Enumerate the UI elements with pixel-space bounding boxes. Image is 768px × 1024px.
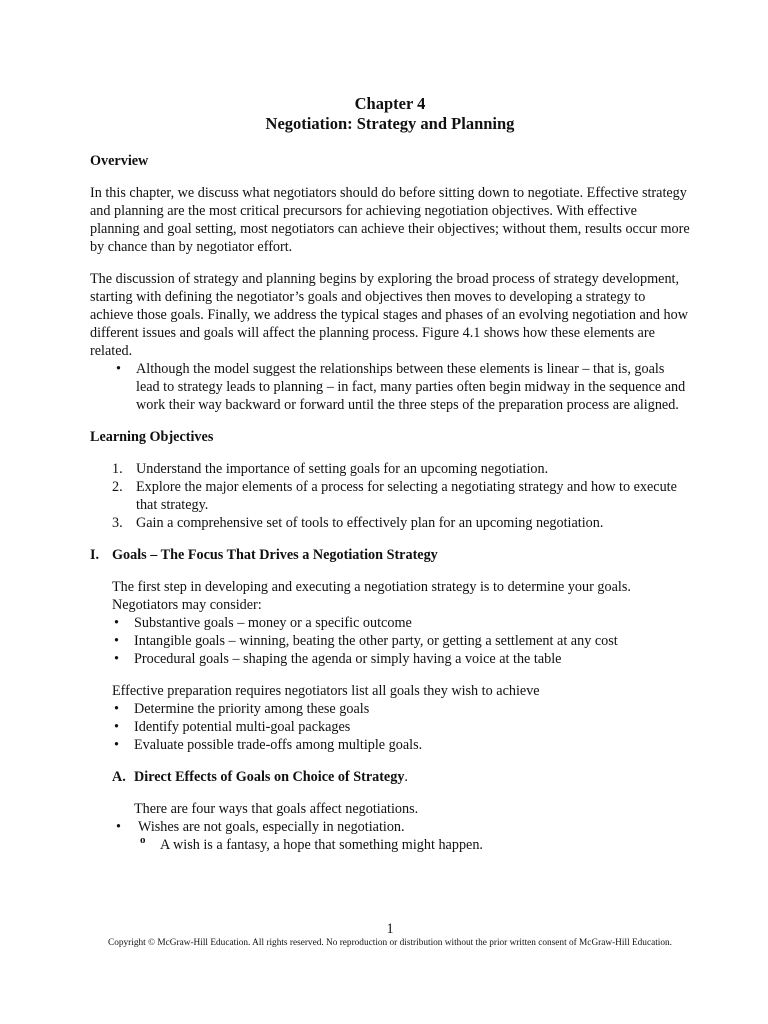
goal-types-list <box>90 614 690 668</box>
item-text: Understand the importance of setting goals for an upcoming negotiation. <box>136 461 549 477</box>
subsection-title-punct: . <box>404 769 408 785</box>
item-number: 1. <box>112 461 123 477</box>
subsection-a-intro: There are four ways that goals affect negotiations. <box>134 801 419 817</box>
subsection-a-bullets <box>90 818 690 836</box>
section-title: Goals – The Focus That Drives a Negotiation Strategy <box>112 547 438 563</box>
list-item: • Procedural goals – shaping the agenda or simply having a voice at the table <box>112 650 690 668</box>
list-item <box>90 478 690 514</box>
copyright-notice: Copyright © McGraw-Hill Education. All rights reserved. No reproduction or distribution without the prior written consent of McGraw-Hill Education. <box>108 938 672 948</box>
chapter-number: Chapter 4 <box>354 94 426 113</box>
preparation-intro: Effective preparation requires negotiators list all goals they wish to achieve <box>112 683 540 699</box>
item-text: Explore the major elements of a process for selecting a negotiating strategy and how to execute that strategy. <box>136 479 677 513</box>
subsection-number: A. <box>112 769 126 785</box>
list-item: • Wishes are not goals, especially in negotiation. <box>90 818 690 836</box>
list-item: o A wish is a fantasy, a hope that something might happen. <box>90 836 690 854</box>
chapter-title: Negotiation: Strategy and Planning <box>265 114 515 133</box>
subsection-title: Direct Effects of Goals on Choice of Strategy <box>134 769 405 785</box>
list-item <box>90 514 690 532</box>
item-number: 2. <box>112 479 123 495</box>
item-text: Gain a comprehensive set of tools to effectively plan for an upcoming negotiation. <box>136 515 604 531</box>
page-number: 1 <box>386 921 394 937</box>
learning-objectives-heading: Learning Objectives <box>90 429 214 445</box>
list-item: • Evaluate possible trade-offs among multiple goals. <box>112 736 690 754</box>
overview-heading: Overview <box>90 153 149 169</box>
overview-paragraph-1: In this chapter, we discuss what negotiators should do before sitting down to negotiate. Effective strategy and planning are the most critical precursors for achieving negotiation objectives. With effective planning and goal setting, most negotiators can achieve their objectives; without them, results occur more by chance than by negotiator effort. <box>90 185 690 255</box>
preparation-list <box>90 700 690 754</box>
section-1-intro: The first step in developing and executing a negotiation strategy is to determine your goals. Negotiators may consider: <box>112 579 631 613</box>
overview-bullet-list <box>90 360 690 414</box>
section-number: I. <box>90 547 100 563</box>
list-item: • Substantive goals – money or a specific outcome <box>112 614 690 632</box>
page-footer <box>90 920 690 949</box>
list-item: • Identify potential multi-goal packages <box>112 718 690 736</box>
overview-paragraph-2: The discussion of strategy and planning begins by exploring the broad process of strategy development, starting with defining the negotiator’s goals and objectives then moves to developing a strategy to achieve those goals. Finally, we address the typical stages and phases of an evolving negotiation and how different issues and goals will affect the planning process. Figure 4.1 shows how these elements are related. <box>90 271 688 359</box>
list-item: • Intangible goals – winning, beating the other party, or getting a settlement at any cost <box>112 632 690 650</box>
subsection-a-sub-bullets <box>90 836 690 854</box>
list-item: • Determine the priority among these goals <box>112 700 690 718</box>
document-page <box>90 94 690 854</box>
item-number: 3. <box>112 515 123 531</box>
learning-objectives-list <box>90 460 690 532</box>
list-item: • Although the model suggest the relationships between these elements is linear – that is, goals lead to strategy leads to planning – in fact, many parties often begin midway in the sequence and work their way backward or forward until the three steps of the preparation process are aligned. <box>90 360 690 414</box>
section-1-heading <box>90 546 690 564</box>
list-item <box>90 460 690 478</box>
subsection-a-heading <box>90 768 690 786</box>
